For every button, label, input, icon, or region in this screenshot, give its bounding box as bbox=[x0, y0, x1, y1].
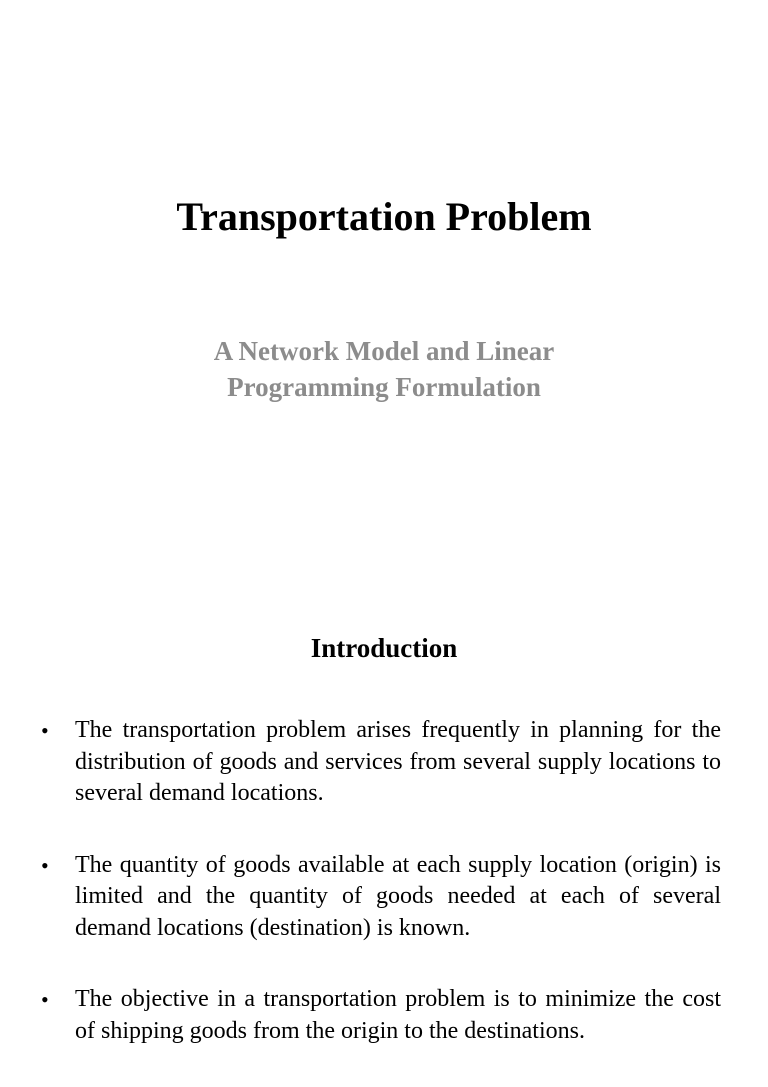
subtitle-line-1: A Network Model and Linear bbox=[213, 336, 555, 366]
bullet-item bbox=[0, 715, 768, 810]
bullet-icon: • bbox=[41, 987, 49, 1012]
bullet-icon: • bbox=[41, 852, 49, 878]
bullet-icon: • bbox=[41, 718, 49, 743]
bullet-item bbox=[0, 984, 768, 1047]
bullet-text: The quantity of goods available at each supply location (origin) is limited and the quantity of goods needed at each of several demand locations (destination) is known. bbox=[75, 851, 721, 941]
subtitle-line-2: Programming Formulation bbox=[227, 372, 541, 402]
slide-title: Transportation Problem bbox=[176, 194, 592, 239]
bullet-item bbox=[0, 850, 768, 945]
bullet-text: The objective in a transportation problem is to minimize the cost of shipping goods from the origin to the destinations. bbox=[75, 986, 721, 1044]
bullet-list bbox=[0, 715, 768, 1087]
bullet-text: The transportation problem arises frequently in planning for the distribution of goods and services from several supply locations to several demand locations. bbox=[75, 717, 721, 806]
section-heading: Introduction bbox=[310, 633, 458, 663]
slide-subtitle bbox=[0, 333, 768, 405]
